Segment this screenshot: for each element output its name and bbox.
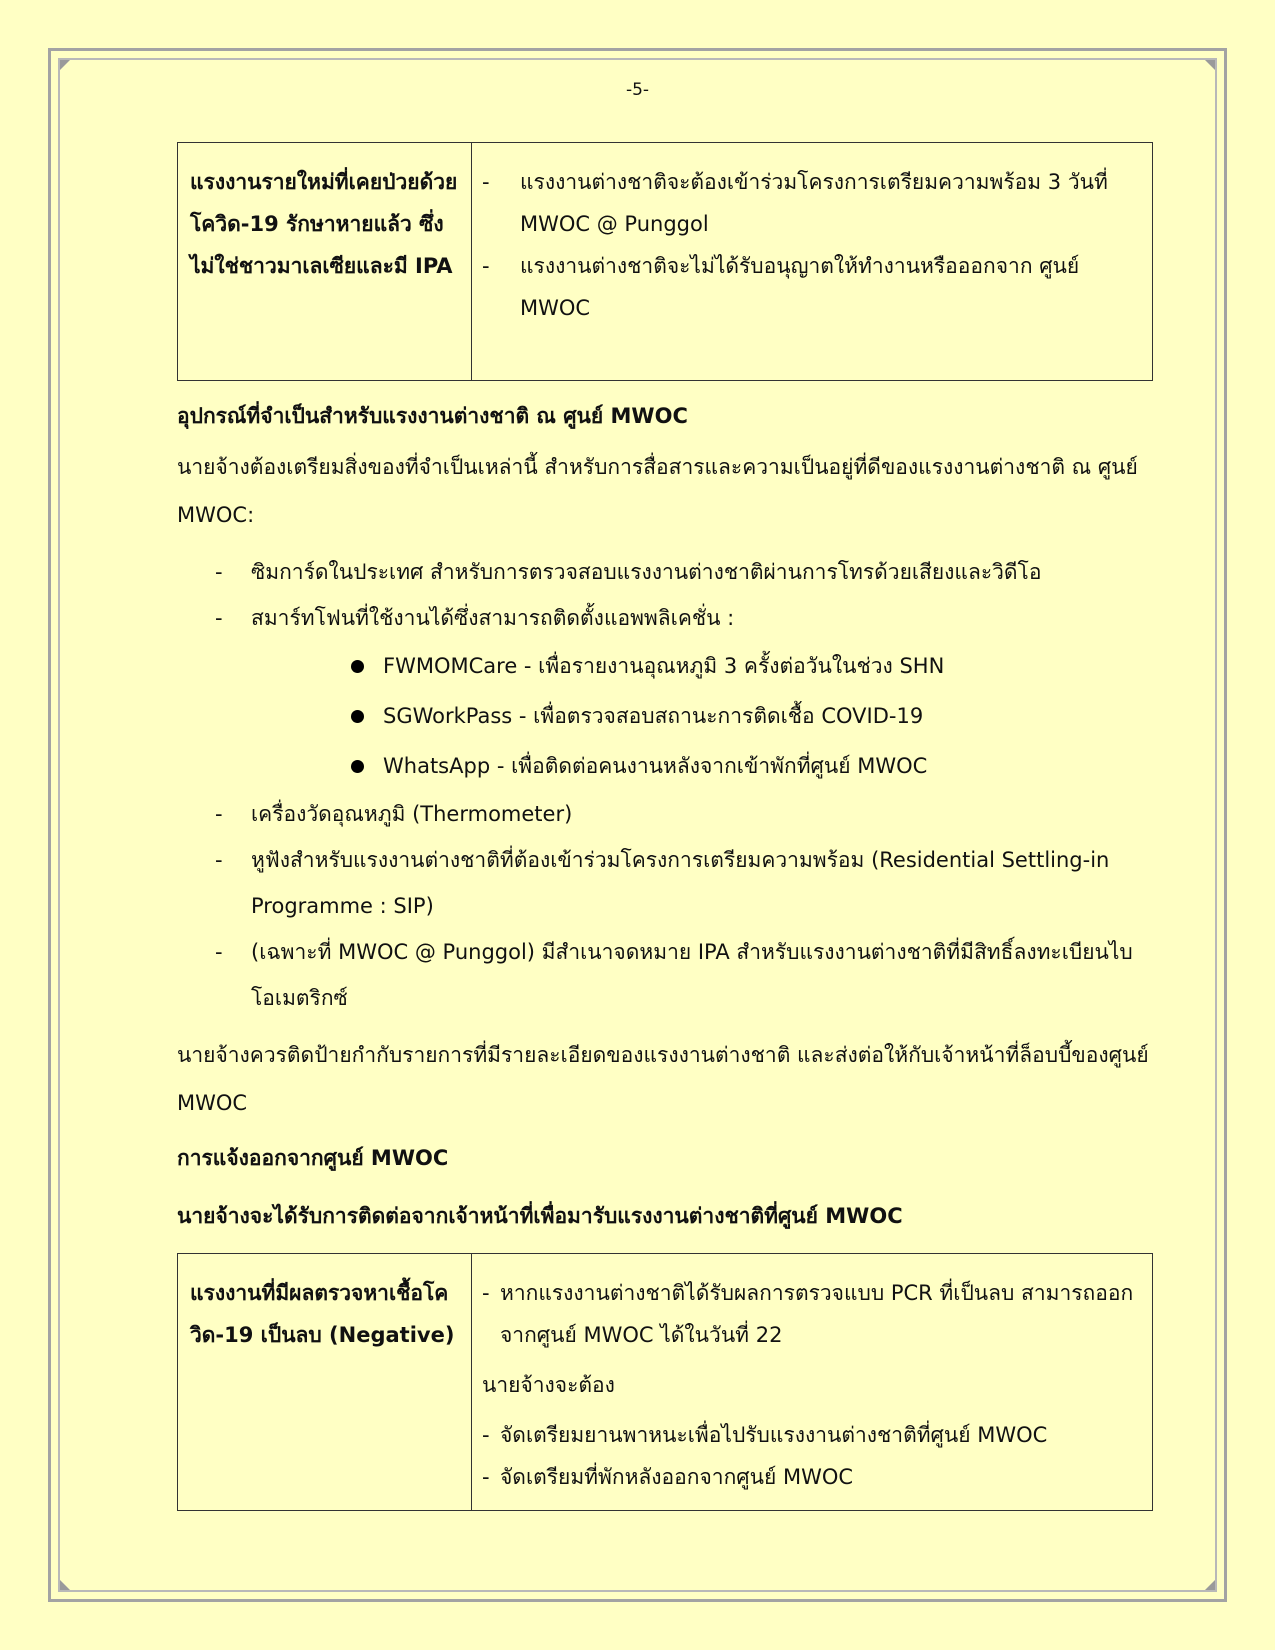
app-list-item: FWMOMCare - เพื่อรายงานอุณหภูมิ 3 ครั้งต่อวันในช่วง SHN [177, 641, 1154, 691]
list-item: - (เฉพาะที่ MWOC @ Punggol) มีสำเนาจดหมาย IPA สำหรับแรงงานต่างชาติที่มีสิทธิ์ลงทะเบียนไบโอเมตริกซ์ [215, 940, 1133, 1010]
table2-details-cell [472, 1254, 1153, 1511]
list-item: - แรงงานต่างชาติจะไม่ได้รับอนุญาตให้ทำงานหรือออกจาก ศูนย์ MWOC [482, 254, 1080, 320]
equipment-list-continued [177, 791, 1154, 1021]
list-item: - จัดเตรียมที่พักหลังออกจากศูนย์ MWOC [482, 1465, 854, 1489]
table1-category-cell: แรงงานรายใหม่ที่เคยป่วยด้วยโควิด-19 รักษาหายแล้ว ซึ่งไม่ใช่ชาวมาเลเซียและมี IPA [178, 143, 472, 381]
worker-category-table-2 [177, 1253, 1153, 1511]
list-item: - จัดเตรียมยานพาหนะเพื่อไปรับแรงงานต่างชาติที่ศูนย์ MWOC [482, 1423, 1048, 1447]
corner-ornament [60, 60, 70, 70]
worker-category-table-1 [177, 142, 1153, 381]
document-body [177, 142, 1154, 1511]
corner-ornament [1205, 1580, 1215, 1590]
corner-ornament [1205, 60, 1215, 70]
labeling-note: นายจ้างควรติดป้ายกำกับรายการที่มีรายละเอียดของแรงงานต่างชาติ และส่งต่อให้กับเจ้าหน้าที่ล็อบบี้ของศูนย์ MWOC [177, 1043, 1149, 1115]
bullet-icon [351, 710, 364, 723]
table2-category-cell: แรงงานที่มีผลตรวจหาเชื้อโควิด-19 เป็นลบ (Negative) [178, 1254, 472, 1511]
list-item: - แรงงานต่างชาติจะต้องเข้าร่วมโครงการเตรียมความพร้อม 3 วันที่ MWOC @ Punggol [482, 170, 1108, 236]
discharge-contact-note: นายจ้างจะได้รับการติดต่อจากเจ้าหน้าที่เพื่อมารับแรงงานต่างชาติที่ศูนย์ MWOC [177, 1204, 903, 1228]
page-number: -5- [625, 80, 650, 100]
list-item: - สมาร์ทโฟนที่ใช้งานได้ซึ่งสามารถติดตั้งแอพพลิเคชั่น : [215, 606, 735, 630]
app-list-item: WhatsApp - เพื่อติดต่อคนงานหลังจากเข้าพักที่ศูนย์ MWOC [177, 741, 1154, 791]
bullet-icon [351, 660, 364, 673]
list-item: - เครื่องวัดอุณหภูมิ (Thermometer) [215, 802, 573, 826]
bullet-icon [351, 760, 364, 773]
list-item: - ซิมการ์ดในประเทศ สำหรับการตรวจสอบแรงงานต่างชาติผ่านการโทรด้วยเสียงและวิดีโอ [215, 560, 1042, 584]
app-list [177, 641, 1154, 791]
section-heading-equipment: อุปกรณ์ที่จำเป็นสำหรับแรงงานต่างชาติ ณ ศูนย์ MWOC [177, 404, 688, 428]
employer-must-label: นายจ้างจะต้อง [482, 1373, 615, 1397]
equipment-list [177, 549, 1154, 641]
corner-ornament [60, 1580, 70, 1590]
equipment-intro: นายจ้างต้องเตรียมสิ่งของที่จำเป็นเหล่านี้ สำหรับการสื่อสารและความเป็นอยู่ที่ดีของแรงงานต่างชาติ ณ ศูนย์ MWOC: [177, 455, 1138, 527]
app-list-item: SGWorkPass - เพื่อตรวจสอบสถานะการติดเชื้อ COVID-19 [177, 691, 1154, 741]
section-heading-discharge: การแจ้งออกจากศูนย์ MWOC [177, 1146, 449, 1170]
table1-details-cell [472, 143, 1153, 381]
list-item: - หากแรงงานต่างชาติได้รับผลการตรวจแบบ PCR ที่เป็นลบ สามารถออกจากศูนย์ MWOC ได้ในวันที่ 22 [482, 1281, 1134, 1347]
list-item: - หูฟังสำหรับแรงงานต่างชาติที่ต้องเข้าร่วมโครงการเตรียมความพร้อม (Residential Settling-in Programme : SIP) [215, 848, 1110, 918]
